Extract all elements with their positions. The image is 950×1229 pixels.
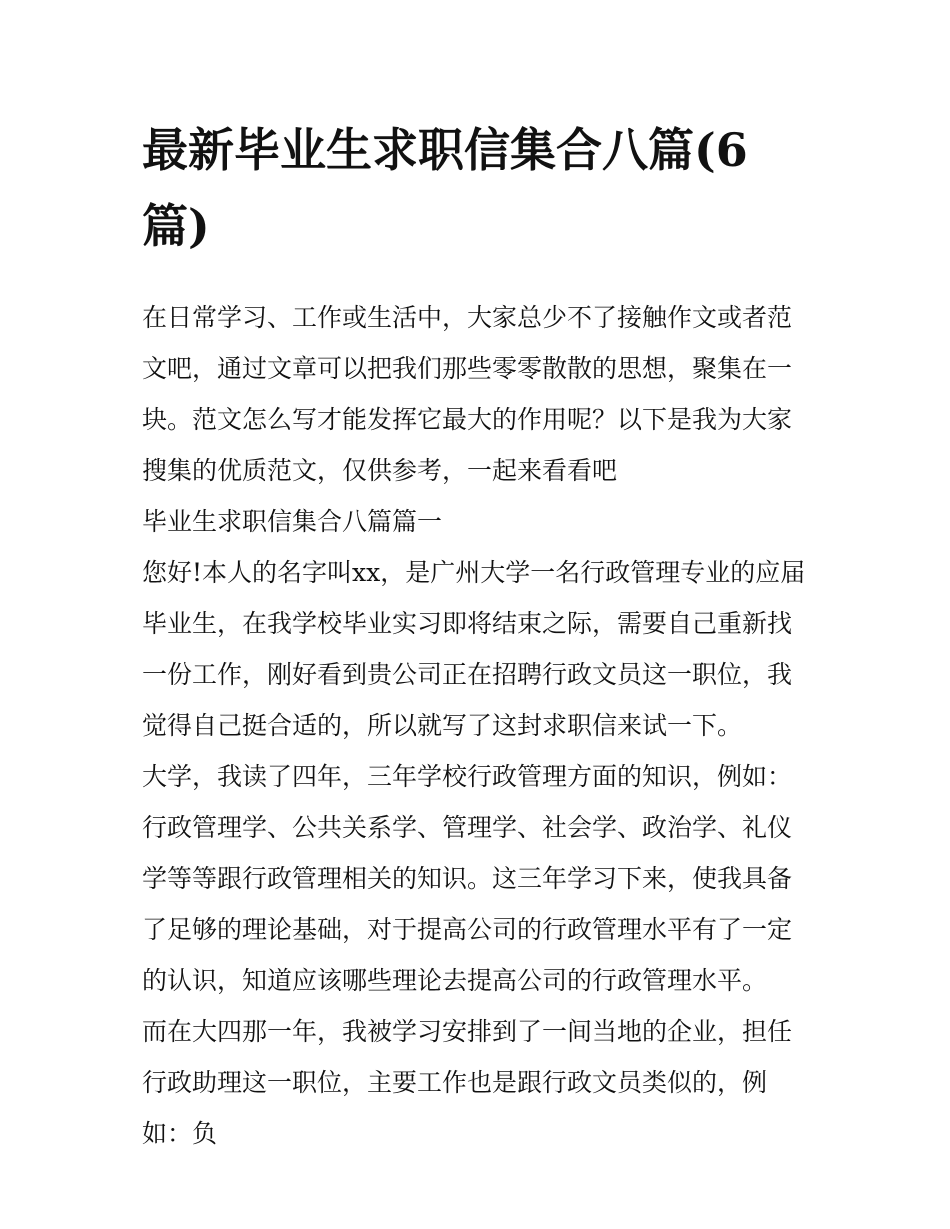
body-paragraph-2: 大学，我读了四年，三年学校行政管理方面的知识，例如：行政管理学、公共关系学、管理学、社会学、政治学、礼仪学等等跟行政管理相关的知识。这三年学习下来，使我具备了足够的理论基础，对于提高公司的行政管理水平有了一定的认识，知道应该哪些理论去提高公司的行政管理水平。 [142, 762, 793, 995]
body-paragraph-1: 您好!本人的名字叫xx，是广州大学一名行政管理专业的应届毕业生，在我学校毕业实习即将结束之际，需要自己重新找一份工作，刚好看到贵公司正在招聘行政文员这一职位，我觉得自己挺合适的，所以就写了这封求职信来试一下。 [142, 558, 806, 740]
intro-paragraph: 在日常学习、工作或生活中，大家总少不了接触作文或者范文吧，通过文章可以把我们那些零零散散的思想，聚集在一块。范文怎么写才能发挥它最大的作用呢？以下是我为大家搜集的优质范文，仅供参考，一起来看看吧 [142, 303, 793, 485]
document-title: 最新毕业生求职信集合八篇(6篇) [142, 123, 748, 253]
body-paragraph-3: 而在大四那一年，我被学习安排到了一间当地的企业，担任行政助理这一职位，主要工作也是跟行政文员类似的，例如：负 [142, 1017, 793, 1148]
section-heading: 毕业生求职信集合八篇篇一 [142, 507, 443, 536]
document-body [142, 112, 812, 1159]
